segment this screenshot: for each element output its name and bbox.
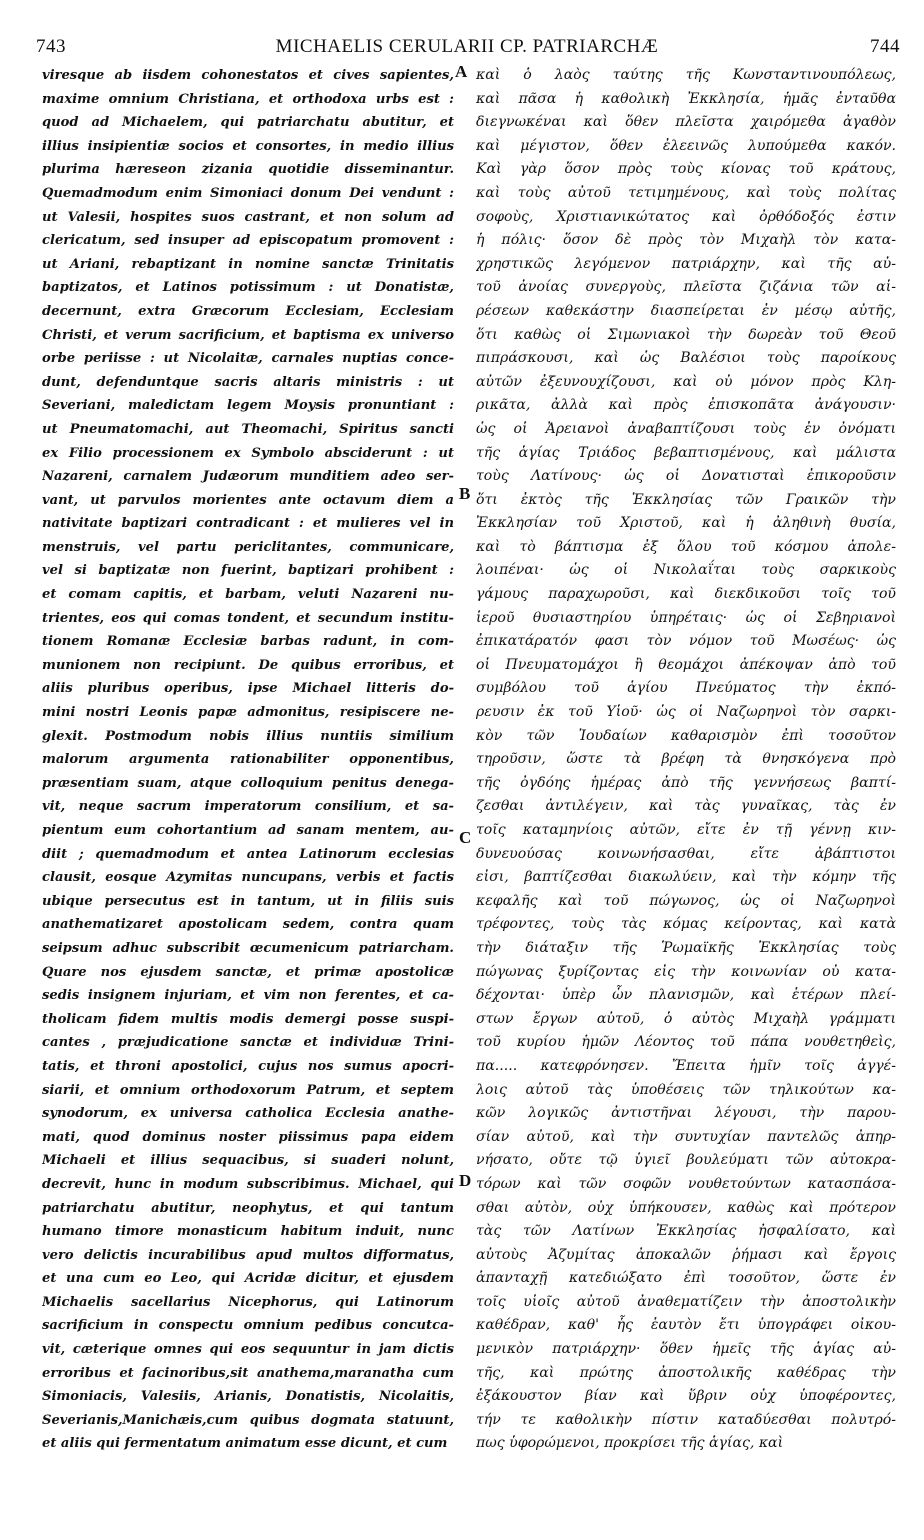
greek-text-line: αὐτῶν ἐξευνουχίζουσι, καὶ οὐ μόνον πρὸς Κλη- [476, 373, 896, 390]
greek-text-line: τῆς ἁγίας Τριάδος βεβαπτισμένους, καὶ μάλιστα [476, 444, 896, 461]
greek-text-line: ἱεροῦ θυσιαστηρίου ὑπηρέταις· ὡς οἱ Σεβηριανοὶ [476, 609, 896, 626]
greek-text-line: ζεσθαι ἀντιλέγειν, καὶ τὰς γυναῖκας, τὰς ἐν [476, 798, 896, 815]
latin-text-line: vit, cæterique omnes qui eos sequuntur in jam dictis [42, 1342, 454, 1358]
greek-text-line: τῆς ὀγδόης ἡμέρας ἀπὸ τῆς γεννήσεως βαπτί- [476, 774, 896, 791]
margin-letter-b: B [459, 484, 471, 503]
greek-text-line: εἰσι, βαπτίζεσθαι διακωλύειν, καὶ τὴν κόμην τῆς [476, 869, 896, 886]
greek-text-line: ρευσιν ἐκ τοῦ Υἱοῦ· ὡς οἱ Ναζωρηνοὶ τὸν σαρκι- [476, 704, 896, 721]
greek-text-line: αὐτοὺς Ἀζυμίτας ἀποκαλῶν ῥήμασι καὶ ἔργοις [476, 1246, 896, 1263]
greek-text-line: τρέφοντες, τοὺς τὰς κόμας κείροντας, καὶ κατὰ [476, 916, 896, 933]
greek-text-line: πως ὑφορώμενοι, προκρίσει τῆς ἁγίας, καὶ [476, 1435, 784, 1452]
greek-text-line: κεφαλῆς καὶ τοῦ πώγωνος, ὡς οἱ Ναζωρηνοὶ [476, 892, 896, 909]
greek-text-line: τοῖς καταμηνίοις αὐτῶν, εἴτε ἐν τῇ γέννῃ κιν- [476, 822, 896, 838]
latin-text-line: vero delictis incurabilibus apud multos difformatus, [42, 1247, 454, 1263]
latin-text-line: vel si baptizatæ non fuerint, baptizari prohibent : [42, 563, 454, 579]
latin-text-line: Severiani, maledictam legem Moysis pronuntiant : [42, 398, 454, 414]
latin-text-line: ubique persecutus est in tantum, ut in filiis suis [42, 893, 454, 909]
latin-text-line: quod ad Michaelem, qui patriarchatu abutitur, et [42, 115, 454, 131]
greek-text-line: καθέδραν, καθ' ἧς ἑαυτὸν ἔτι ὑπογράφει οἰκου- [476, 1317, 896, 1334]
greek-text-line: λοις αὐτοῦ τὰς ὑποθέσεις τῶν τηλικούτων κα- [476, 1081, 896, 1098]
greek-text-line: γάμους παραχωροῦσι, καὶ διεκδικοῦσι τοῖς τοῦ [476, 586, 896, 603]
latin-column [42, 64, 454, 1456]
latin-text-line: ut Pneumatomachi, aut Theomachi, Spiritus sancti [42, 421, 454, 437]
greek-text-line: πιπράσκουσι, καὶ ὡς Βαλέσιοι τοὺς παροίκους [476, 350, 896, 367]
greek-text-line: καὶ ὁ λαὸς ταύτης τῆς Κωνσταντινουπόλεως, [476, 67, 896, 83]
greek-text-line: οἱ Πνευματομάχοι ἢ θεομάχοι ἀπέκοψαν ἀπὸ τοῦ [476, 656, 896, 673]
greek-text-line: τοῦ ἀνοίας συνεργοὺς, πλεῖστα ζιζάνια τῶν αἱ- [476, 279, 896, 296]
latin-text-line: illius insipientiæ socios et consortes, in medio illius [42, 138, 454, 154]
greek-text-line: καὶ μέγιστον, ὅθεν ἐλεεινῶς λυπούμεθα κακόν. [476, 137, 896, 154]
latin-text-line: clericatum, sed insuper ad episcopatum promovent : [42, 233, 454, 249]
latin-text-line: vit, neque sacrum imperatorum consilium, et sa- [42, 799, 454, 815]
latin-text-line: sacrificium in conspectu omnium pedibus concutca- [42, 1318, 454, 1334]
latin-text-line: tholicam fidem multis modis demergi posse suspi- [42, 1011, 454, 1027]
latin-text-line: ut Ariani, rebaptizant in nomine sanctæ Trinitatis [42, 256, 454, 272]
greek-text-line: ὅτι ἐκτὸς τῆς Ἐκκλησίας τῶν Γραικῶν τὴν [476, 491, 896, 508]
latin-text-line: tatis, et throni apostolici, cujus nos sumus apocri- [42, 1058, 454, 1074]
greek-text-line: συμβόλου τοῦ ἁγίου Πνεύματος τὴν ἐκπό- [476, 680, 896, 697]
latin-text-line: trientes, eos qui comas tondent, et secundum institu- [42, 610, 454, 626]
greek-text-line: τόρων καὶ τῶν σοφῶν νουθετούντων κατασπάσα- [476, 1175, 896, 1192]
greek-text-line: τοῦ κυρίου ἡμῶν Λέοντος τοῦ πάπα νουθετηθεὶς, [476, 1034, 896, 1051]
latin-text-line: ut Valesii, hospites suos castrant, et non solum ad [42, 209, 454, 225]
latin-text-line: decernunt, extra Græcorum Ecclesiam, Ecclesiam [42, 303, 454, 319]
greek-text-line: ὡς οἱ Ἀρειανοὶ ἀναβαπτίζουσι τοὺς ἐν ὀνόματι [476, 420, 896, 437]
latin-text-line: anathematizaret apostolicam sedem, contra quam [42, 917, 454, 933]
page-number-right: 744 [870, 36, 900, 57]
latin-text-line: tionem Romanæ Ecclesiæ barbas radunt, in com- [42, 634, 454, 650]
greek-text-line: ἡ πόλις· ὅσον δὲ πρὸς τὸν Μιχαὴλ τὸν κατα- [476, 232, 896, 249]
latin-text-line: siarii, et omnium orthodoxorum Patrum, et septem [42, 1082, 454, 1098]
greek-text-line: Καὶ γὰρ ὅσον πρὸς τοὺς κίονας τοῦ κράτους, [476, 161, 896, 178]
latin-text-line: Quare nos ejusdem sanctæ, et primæ apostolicæ [42, 964, 454, 980]
greek-text-line: ἁπανταχῇ κατεδιώξατο ἐπὶ τοσοῦτον, ὥστε ἐν [476, 1270, 896, 1287]
latin-text-line: erroribus et facinoribus,sit anathema,maranatha cum [42, 1365, 454, 1381]
latin-text-line: et comam capitis, et barbam, veluti Nazareni nu- [42, 587, 454, 603]
greek-text-line: καὶ τὸ βάπτισμα ἐξ ὅλου τοῦ κόσμου ἀπολε- [476, 538, 896, 555]
latin-text-line: plurima hæreseon zizania quotidie disseminantur. [42, 162, 454, 178]
greek-text-line: μενικὸν πατριάρχην· ὅθεν ἡμεῖς τῆς ἁγίας αὐ- [476, 1341, 896, 1358]
page-number-left: 743 [36, 36, 66, 57]
latin-text-line: vant, ut parvulos morientes ante octavum diem a [42, 492, 454, 508]
greek-text-line: ρικᾶτα, ἀλλὰ καὶ πρὸς ἐπισκοπᾶτα ἀνάγουσιν· [476, 397, 896, 414]
latin-text-line: præsentiam suam, atque colloquium penitus denega- [42, 775, 454, 791]
latin-text-line: maxime omnium Christiana, et orthodoxa urbs est : [42, 91, 454, 107]
latin-text-line: orbe periisse : ut Nicolaitæ, carnales nuptias conce- [42, 351, 454, 367]
greek-text-line: ὅτι καθὼς οἱ Σιμωνιακοὶ τὴν δωρεὰν τοῦ Θεοῦ [476, 326, 896, 343]
greek-text-line: λοιπέναι· ὡς οἱ Νικολαΐται τοὺς σαρκικοὺς [476, 562, 896, 579]
latin-text-line: mati, quod dominus noster piissimus papa eidem [42, 1129, 454, 1145]
latin-text-line: clausit, eosque Azymitas nuncupans, verbis et factis [42, 870, 454, 886]
latin-text-line: pientum eum cohortantium ad sanam mentem, au- [42, 823, 454, 838]
latin-text-line: viresque ab iisdem cohonestatos et cives sapientes, [42, 68, 454, 83]
greek-text-line: καὶ πᾶσα ἡ καθολικὴ Ἐκκλησία, ἡμᾶς ἐνταῦθα [476, 90, 896, 107]
latin-text-line: malorum argumenta rationabiliter opponentibus, [42, 752, 454, 768]
latin-text-line: cantes , præjudicatione sanctæ et individuæ Trini- [42, 1035, 454, 1051]
greek-text-line: κῶν λογικῶς ἀντιστῆναι λέγουσι, τὴν παρου- [476, 1105, 896, 1122]
latin-text-line: diit ; quemadmodum et antea Latinorum ecclesias [42, 846, 454, 862]
latin-text-line: Christi, et verum sacrificium, et baptisma ex universo [42, 327, 454, 343]
margin-letter-d: D [459, 1171, 472, 1190]
greek-text-line: σίαν αὐτοῦ, καὶ τὴν συντυχίαν παντελῶς ἀπηρ- [476, 1128, 896, 1145]
greek-text-line: πώγωνας ξυρίζοντας εἰς τὴν κοινωνίαν οὐ κατα- [476, 963, 896, 980]
latin-text-line: patriarchatu abutitur, neophytus, et qui tantum [42, 1200, 454, 1216]
greek-text-line: στων ἔργων αὐτοῦ, ὁ αὐτὸς Μιχαὴλ γράμματι [476, 1010, 896, 1027]
latin-text-line: et una cum eo Leo, qui Acridæ dicitur, et ejusdem [42, 1271, 454, 1287]
greek-text-line: τοῖς υἱοῖς αὐτοῦ ἀναθεματίζειν τὴν ἀποστολικὴν [476, 1293, 896, 1310]
greek-text-line: σοφοὺς, Χριστιανικώτατος καὶ ὀρθόδοξός ἐστιν [476, 208, 896, 225]
latin-text-line: Michaelis sacellarius Nicephorus, qui Latinorum [42, 1294, 454, 1310]
latin-text-line: ex Filio processionem ex Symbolo absciderunt : ut [42, 445, 454, 461]
latin-text-line: humano timore monasticum habitum induit, nunc [42, 1224, 454, 1240]
greek-text-line: νήσατο, οὔτε τῷ ὑγιεῖ βουλεύματι τῶν αὐτοκρα- [476, 1152, 896, 1169]
greek-text-line: ἐξάκουστον βίαν καὶ ὕβριν οὐχ ὑποφέροντες, [476, 1388, 896, 1405]
latin-text-line: glexit. Postmodum nobis illius nuntiis similium [42, 728, 454, 744]
greek-text-line: χρηστικῶς λεγόμενον πατριάρχην, καὶ τῆς αὐ- [476, 255, 896, 272]
latin-text-line: menstruis, vel partu periclitantes, communicare, [42, 539, 454, 555]
latin-text-line: nativitate baptizari contradicant : et mulieres vel in [42, 516, 454, 532]
latin-text-line: synodorum, ex universa catholica Ecclesia anathe- [42, 1106, 454, 1122]
greek-column [476, 64, 896, 1456]
greek-text-line: τήν τε καθολικὴν πίστιν καταδύεσθαι πολυτρό- [476, 1411, 896, 1428]
latin-text-line: Simoniacis, Valesiis, Arianis, Donatistis, Nicolaitis, [42, 1389, 454, 1405]
margin-letter-c: C [459, 828, 472, 847]
greek-text-line: τῆς, καὶ πρώτης ἀποστολικῆς καθέδρας τὴν [476, 1364, 896, 1381]
greek-text-line: κὸν τῶν Ἰουδαίων καθαρισμὸν ἐπὶ τοσοῦτον [476, 727, 896, 744]
greek-text-line: Ἐκκλησίαν τοῦ Χριστοῦ, καὶ ἡ ἀληθινὴ θυσία, [476, 515, 896, 532]
margin-letter-a: A [455, 62, 468, 81]
greek-text-line: δυνευούσας κοινωνήσασθαι, εἴτε ἀβάπτιστοι [476, 845, 896, 862]
latin-text-line: et aliis qui fermentatum animatum esse dicunt, et cum [42, 1436, 448, 1452]
latin-text-line: baptizatos, et Latinos potissimum : ut Donatistæ, [42, 280, 454, 296]
latin-text-line: Michaeli et illius sequacibus, si suaderi nolunt, [42, 1153, 454, 1169]
greek-text-line: καὶ τοὺς αὐτοῦ τετιμημένους, καὶ τοὺς πολίτας [476, 184, 896, 201]
greek-text-line: σθαι αὐτὸν, οὐχ ὑπήκουσεν, καθὼς καὶ πρότερον [476, 1199, 896, 1216]
latin-text-line: aliis pluribus operibus, ipse Michael litteris do- [42, 681, 454, 697]
latin-text-line: Nazareni, carnalem Judæorum munditiem adeo ser- [42, 469, 454, 485]
latin-text-line: mini nostri Leonis papæ admonitus, resipiscere ne- [42, 705, 454, 721]
greek-text-line: τὴν διάταξιν τῆς Ῥωμαϊκῆς Ἐκκλησίας τοὺς [476, 939, 896, 956]
greek-text-line: τὰς τῶν Λατίνων Ἐκκλησίας ἠσφαλίσατο, καὶ [476, 1223, 896, 1240]
greek-text-line: πα..... κατεφρόνησεν. Ἔπειτα ἡμῖν τοῖς ἀγγέ- [476, 1057, 896, 1074]
latin-text-line: Quemadmodum enim Simoniaci donum Dei vendunt : [42, 185, 454, 201]
latin-text-line: dunt, defenduntque sacris altaris ministris : ut [42, 374, 454, 390]
greek-text-line: τηροῦσιν, ὥστε τὰ βρέφη τὰ θνησκόγενα πρὸ [476, 751, 896, 768]
greek-text-line: τοὺς Λατίνους· ὡς οἱ Δονατισταὶ ἐπικοροῦσιν [476, 468, 896, 485]
running-header [30, 36, 904, 62]
greek-text-line: ρέσεων καθεκάστην διασπείρεται ἐν μέσῳ αὐτῆς, [476, 302, 896, 319]
latin-text-line: munionem non recipiunt. De quibus erroribus, et [42, 657, 454, 673]
latin-text-line: seipsum adhuc subscribit œcumenicum patriarcham. [42, 940, 454, 956]
greek-text-line: ἐπικατάρατόν φασι τὸν νόμον τοῦ Μωσέως· ὡς [476, 633, 896, 650]
latin-text-line: decrevit, hunc in modum subscribimus. Michael, qui [42, 1176, 454, 1192]
latin-text-line: Severianis,Manichæis,cum quibus dogmata statuunt, [42, 1412, 454, 1428]
greek-text-line: δέχονται· ὑπὲρ ὧν πλανισμῶν, καὶ ἑτέρων πλεί- [476, 987, 896, 1004]
latin-text-line: sedis insignem injuriam, et vim non ferentes, et ca- [42, 988, 454, 1004]
running-title: MICHAELIS CERULARII CP. PATRIARCHÆ [275, 36, 659, 57]
greek-text-line: διεγνωκέναι καὶ ὅθεν πλεῖστα χαιρόμεθα ἀγαθὸν [476, 114, 896, 131]
